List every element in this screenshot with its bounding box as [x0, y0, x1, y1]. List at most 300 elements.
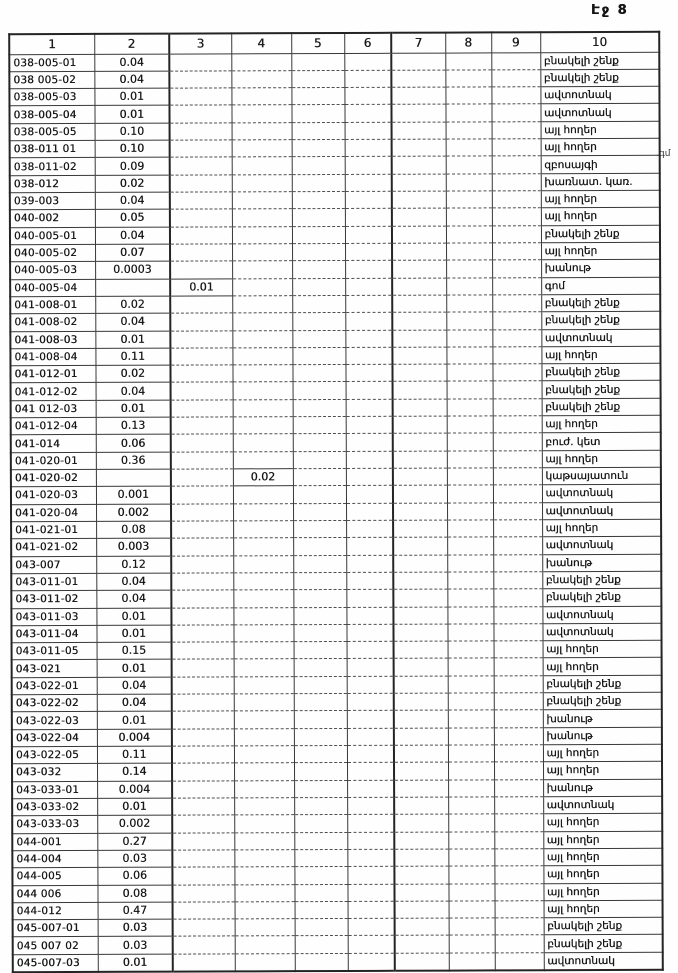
empty-cell: [448, 745, 494, 762]
empty-cell: [393, 451, 447, 469]
empty-cell: [393, 555, 447, 573]
area-value-cell: 0.12: [96, 556, 171, 574]
empty-cell: [447, 399, 493, 416]
empty-cell: [232, 365, 292, 383]
empty-cell: [494, 727, 543, 745]
table-row: [12, 675, 662, 695]
parcel-code-cell: 041 012-03: [11, 400, 96, 418]
empty-cell: [394, 693, 448, 711]
empty-cell: [392, 226, 446, 244]
empty-cell: [494, 866, 543, 884]
land-use-cell: խանութ: [543, 779, 662, 797]
empty-cell: [170, 209, 232, 227]
empty-cell: [345, 226, 392, 243]
empty-cell: [491, 87, 540, 105]
empty-cell: [391, 53, 445, 71]
parcel-code-cell: 041-008-02: [10, 314, 95, 332]
empty-cell: [492, 312, 541, 330]
empty-cell: [447, 468, 493, 485]
table-row: [10, 156, 660, 176]
empty-cell: [171, 607, 233, 625]
table-row: [12, 640, 662, 660]
area-value-cell: 0.002: [96, 504, 171, 522]
empty-cell: [345, 209, 392, 226]
table-row: [11, 415, 661, 435]
area-value-cell: 0.14: [97, 763, 172, 781]
empty-cell: [234, 798, 294, 816]
area-value-cell: 0.11: [95, 348, 170, 366]
empty-cell: [494, 814, 543, 832]
empty-cell: [344, 87, 391, 104]
area-value-cell: 0.11: [97, 746, 172, 764]
empty-cell: [494, 883, 543, 901]
empty-cell: [447, 537, 493, 554]
parcel-code-cell: 045-007-03: [13, 954, 98, 972]
land-use-cell: ավտոտնակ: [544, 952, 663, 970]
empty-cell: [446, 329, 492, 346]
empty-cell: [233, 624, 293, 642]
parcel-code-cell: 041-020-02: [11, 469, 96, 487]
area-value-cell: 0.01: [96, 625, 171, 643]
empty-cell: [232, 174, 292, 192]
empty-cell: [395, 936, 449, 954]
parcel-code-cell: 043-021: [12, 660, 97, 678]
empty-cell: [492, 121, 541, 139]
parcel-code-cell: 040-005-03: [10, 262, 95, 280]
empty-cell: [292, 122, 345, 140]
empty-cell: [394, 659, 448, 677]
empty-cell: [171, 417, 233, 435]
empty-cell: [492, 295, 541, 313]
table-row: [11, 537, 661, 557]
area-value-cell: 0.01: [96, 400, 171, 418]
empty-cell: [292, 261, 345, 279]
empty-cell: [391, 87, 445, 105]
empty-cell: [293, 382, 346, 400]
table-row: [11, 519, 661, 539]
empty-cell: [446, 156, 492, 173]
area-value-cell: 0.27: [97, 833, 172, 851]
land-use-cell: կաթսայատուն: [542, 467, 661, 485]
parcel-code-cell: 043-032: [12, 764, 97, 782]
land-use-cell: բնակելի շենք: [543, 675, 662, 693]
empty-cell: [394, 866, 448, 884]
area-value-cell: 0.08: [96, 521, 171, 539]
empty-cell: [445, 104, 491, 121]
parcel-code-cell: 043-033-03: [12, 816, 97, 834]
empty-cell: [448, 658, 494, 675]
table-row: [10, 346, 660, 366]
area-value-cell: 0.04: [95, 227, 170, 245]
empty-cell: [446, 364, 492, 381]
empty-cell: [348, 953, 395, 971]
empty-cell: [392, 122, 446, 140]
area-value-cell: 0.06: [96, 435, 171, 453]
empty-cell: [448, 797, 494, 814]
empty-cell: [446, 226, 492, 243]
empty-cell: [172, 659, 234, 677]
empty-cell: [346, 382, 393, 399]
empty-cell: [395, 901, 449, 919]
empty-cell: [293, 538, 346, 556]
empty-cell: [394, 745, 448, 763]
empty-cell: [392, 260, 446, 278]
empty-cell: [232, 296, 292, 314]
empty-cell: [293, 468, 346, 486]
parcel-code-cell: 041-012-04: [11, 417, 96, 435]
parcel-code-cell: 041-020-01: [11, 452, 96, 470]
area-value-cell: 0.04: [96, 383, 171, 401]
table-row: [10, 311, 660, 331]
land-use-cell: այլ հողեր: [542, 519, 661, 537]
empty-cell: [233, 503, 293, 521]
empty-cell: [392, 347, 446, 365]
empty-cell: [347, 832, 394, 849]
empty-cell: [491, 104, 540, 122]
land-use-cell: խանութ: [543, 710, 662, 728]
area-value-cell: 0.03: [98, 937, 173, 955]
area-value-cell: 0.02: [95, 296, 170, 314]
empty-cell: [493, 572, 542, 590]
land-use-cell: բնակելի շենք: [541, 225, 660, 243]
empty-cell: [170, 296, 232, 314]
empty-cell: [232, 261, 292, 279]
empty-cell: [492, 277, 541, 295]
area-value-cell: [95, 279, 170, 297]
empty-cell: [233, 417, 293, 435]
empty-cell: [232, 192, 292, 210]
empty-cell: [447, 485, 493, 502]
empty-cell: [448, 676, 494, 693]
empty-cell: [392, 243, 446, 261]
empty-cell: [446, 243, 492, 260]
area-value-cell: 0.09: [95, 158, 170, 176]
empty-cell: [446, 139, 492, 156]
empty-cell: [294, 711, 347, 729]
empty-cell: [234, 746, 294, 764]
empty-cell: [172, 694, 234, 712]
empty-cell: [294, 659, 347, 677]
table-row: [13, 952, 663, 972]
empty-cell: [446, 277, 492, 294]
land-use-cell: ավտոտնակ: [542, 537, 661, 555]
land-use-cell: ավտոտնակ: [542, 623, 661, 641]
land-use-cell: բնակելի շենք: [541, 294, 660, 312]
empty-cell: [345, 139, 392, 156]
empty-cell: [295, 953, 348, 971]
empty-cell: [494, 762, 543, 780]
empty-cell: [393, 382, 447, 400]
empty-cell: [494, 849, 543, 867]
empty-cell: [171, 625, 233, 643]
empty-cell: [173, 954, 235, 972]
land-use-cell: այլ հողեր: [543, 744, 662, 762]
empty-cell: [347, 763, 394, 780]
empty-cell: [394, 814, 448, 832]
empty-cell: [170, 244, 232, 262]
empty-cell: [235, 901, 295, 919]
empty-cell: [447, 589, 493, 606]
empty-cell: [449, 953, 495, 971]
empty-cell: [292, 191, 345, 209]
land-use-cell: խառնատ. կառ.: [541, 173, 660, 191]
table-row: [9, 104, 659, 124]
parcel-code-cell: 045 007 02: [13, 937, 98, 955]
empty-cell: [233, 451, 293, 469]
table-row: [11, 433, 661, 453]
empty-cell: [291, 53, 344, 71]
empty-cell: [448, 710, 494, 727]
column-header: 6: [344, 33, 391, 53]
empty-cell: [345, 312, 392, 329]
empty-cell: [491, 70, 540, 88]
empty-cell: [235, 919, 295, 937]
empty-cell: [394, 832, 448, 850]
empty-cell: [448, 728, 494, 745]
empty-cell: [172, 815, 234, 833]
empty-cell: [234, 780, 294, 798]
empty-cell: [393, 607, 447, 625]
empty-cell: [170, 348, 232, 366]
table-row: [11, 467, 661, 487]
empty-cell: [345, 157, 392, 174]
empty-cell: [294, 815, 347, 833]
empty-cell: [171, 504, 233, 522]
land-use-cell: այլ հողեր: [541, 242, 660, 260]
empty-cell: [392, 364, 446, 382]
empty-cell: [492, 173, 541, 191]
empty-cell: [348, 936, 395, 953]
empty-cell: [171, 400, 233, 418]
empty-cell: [346, 486, 393, 503]
parcel-code-cell: 040-005-02: [10, 244, 95, 262]
empty-cell: [232, 226, 292, 244]
empty-cell: [394, 849, 448, 867]
empty-cell: [446, 347, 492, 364]
area-value-cell: 0.0003: [95, 261, 170, 279]
land-use-cell: ավտոտնակ: [541, 329, 660, 347]
table-row: [11, 554, 661, 574]
empty-cell: [292, 157, 345, 175]
empty-cell: [295, 901, 348, 919]
empty-cell: [170, 365, 232, 383]
parcel-code-cell: 043-022-05: [12, 746, 97, 764]
table-row: [9, 69, 659, 89]
empty-cell: [346, 503, 393, 520]
land-use-cell: բնակելի շենք: [542, 588, 661, 606]
area-value-cell: 0.02: [233, 469, 293, 487]
empty-cell: [232, 330, 292, 348]
area-value-cell: 0.01: [95, 331, 170, 349]
empty-cell: [493, 624, 542, 642]
empty-cell: [234, 884, 294, 902]
empty-cell: [171, 555, 233, 573]
empty-cell: [348, 901, 395, 918]
empty-cell: [294, 849, 347, 867]
empty-cell: [345, 243, 392, 260]
parcel-code-cell: 038-005-03: [9, 89, 94, 107]
empty-cell: [293, 417, 346, 435]
empty-cell: [232, 313, 292, 331]
parcel-code-cell: 038-005-05: [10, 123, 95, 141]
empty-cell: [448, 762, 494, 779]
column-header: 9: [491, 32, 540, 52]
empty-cell: [446, 208, 492, 225]
empty-cell: [493, 433, 542, 451]
land-use-cell: բնակելի շենք: [544, 935, 663, 953]
empty-cell: [495, 901, 544, 919]
empty-cell: [171, 590, 233, 608]
area-value-cell: 0.47: [98, 902, 173, 920]
empty-cell: [392, 139, 446, 157]
empty-cell: [293, 607, 346, 625]
empty-cell: [231, 88, 291, 106]
empty-cell: [495, 918, 544, 936]
empty-cell: [292, 140, 345, 158]
parcel-code-cell: 043-011-03: [11, 608, 96, 626]
land-use-cell: այլ հողեր: [543, 813, 662, 831]
empty-cell: [347, 711, 394, 728]
empty-cell: [293, 572, 346, 590]
parcel-code-cell: 043-022-04: [12, 729, 97, 747]
empty-cell: [172, 763, 234, 781]
empty-cell: [292, 174, 345, 192]
empty-cell: [447, 416, 493, 433]
empty-cell: [493, 589, 542, 607]
empty-cell: [234, 694, 294, 712]
empty-cell: [235, 936, 295, 954]
parcel-code-cell: 039-003: [10, 192, 95, 210]
empty-cell: [170, 227, 232, 245]
empty-cell: [234, 642, 294, 660]
empty-cell: [291, 88, 344, 106]
parcel-code-cell: 043-011-04: [11, 625, 96, 643]
scan-artifact-mark: .գմ: [656, 149, 671, 159]
table-header-row: [9, 32, 659, 54]
land-use-cell: այլ հողեր: [543, 762, 662, 780]
area-value-cell: 0.003: [96, 538, 171, 556]
land-use-cell: բնակելի շենք: [544, 917, 663, 935]
table-row: [10, 277, 660, 297]
empty-cell: [392, 208, 446, 226]
parcel-code-cell: 044-005: [12, 868, 97, 886]
empty-cell: [493, 381, 542, 399]
area-value-cell: 0.01: [96, 608, 171, 626]
land-use-cell: այլ հողեր: [543, 865, 662, 883]
parcel-code-cell: 041-021-01: [11, 521, 96, 539]
empty-cell: [233, 607, 293, 625]
empty-cell: [171, 538, 233, 556]
parcel-code-cell: 038-005-04: [9, 106, 94, 124]
empty-cell: [345, 278, 392, 295]
empty-cell: [172, 642, 234, 660]
empty-cell: [494, 779, 543, 797]
empty-cell: [446, 260, 492, 277]
empty-cell: [393, 416, 447, 434]
area-value-cell: 0.01: [97, 798, 172, 816]
empty-cell: [494, 641, 543, 659]
empty-cell: [170, 192, 232, 210]
parcel-code-cell: 040-005-01: [10, 227, 95, 245]
land-use-cell: ավտոտնակ: [543, 796, 662, 814]
parcel-code-cell: 041-012-01: [10, 366, 95, 384]
empty-cell: [233, 538, 293, 556]
table-row: [10, 242, 660, 262]
empty-cell: [233, 434, 293, 452]
empty-cell: [294, 832, 347, 850]
empty-cell: [448, 693, 494, 710]
parcel-code-cell: 045-007-01: [13, 920, 98, 938]
parcel-code-cell: 043-022-01: [12, 677, 97, 695]
empty-cell: [493, 537, 542, 555]
empty-cell: [234, 711, 294, 729]
area-value-cell: 0.05: [95, 209, 170, 227]
empty-cell: [445, 70, 491, 87]
empty-cell: [393, 399, 447, 417]
empty-cell: [173, 936, 235, 954]
empty-cell: [345, 261, 392, 278]
empty-cell: [171, 573, 233, 591]
empty-cell: [345, 347, 392, 364]
empty-cell: [447, 520, 493, 537]
parcel-code-cell: 043-007: [11, 556, 96, 574]
empty-cell: [449, 935, 495, 952]
parcel-code-cell: 043-033-02: [12, 798, 97, 816]
table-row: [12, 883, 662, 903]
land-use-cell: խանութ: [541, 260, 660, 278]
land-use-cell: ավտոտնակ: [542, 485, 661, 503]
empty-cell: [171, 434, 233, 452]
table-row: [9, 86, 659, 106]
empty-cell: [232, 209, 292, 227]
empty-cell: [492, 139, 541, 157]
empty-cell: [295, 936, 348, 954]
empty-cell: [493, 416, 542, 434]
table-row: [10, 363, 660, 383]
empty-cell: [231, 53, 291, 71]
empty-cell: [493, 554, 542, 572]
land-use-cell: ավտոտնակ: [542, 606, 661, 624]
area-value-cell: 0.002: [97, 815, 172, 833]
parcel-code-cell: 041-012-02: [11, 383, 96, 401]
table-row: [11, 381, 661, 401]
land-use-cell: այլ հողեր: [541, 121, 660, 139]
empty-cell: [347, 728, 394, 745]
empty-cell: [232, 278, 292, 296]
empty-cell: [346, 468, 393, 485]
table-row: [11, 571, 661, 591]
empty-cell: [232, 244, 292, 262]
empty-cell: [346, 624, 393, 641]
land-use-cell: բնակելի շենք: [540, 69, 659, 87]
empty-cell: [346, 555, 393, 572]
empty-cell: [346, 589, 393, 606]
empty-cell: [292, 278, 345, 296]
area-value-cell: 0.02: [95, 175, 170, 193]
empty-cell: [292, 209, 345, 227]
empty-cell: [346, 399, 393, 416]
empty-cell: [234, 763, 294, 781]
empty-cell: [173, 919, 235, 937]
empty-cell: [493, 468, 542, 486]
parcel-code-cell: 038 005-02: [9, 71, 94, 89]
column-header: 7: [391, 33, 445, 53]
empty-cell: [394, 884, 448, 902]
area-value-cell: [96, 469, 171, 487]
empty-cell: [172, 781, 234, 799]
empty-cell: [392, 156, 446, 174]
empty-cell: [346, 451, 393, 468]
